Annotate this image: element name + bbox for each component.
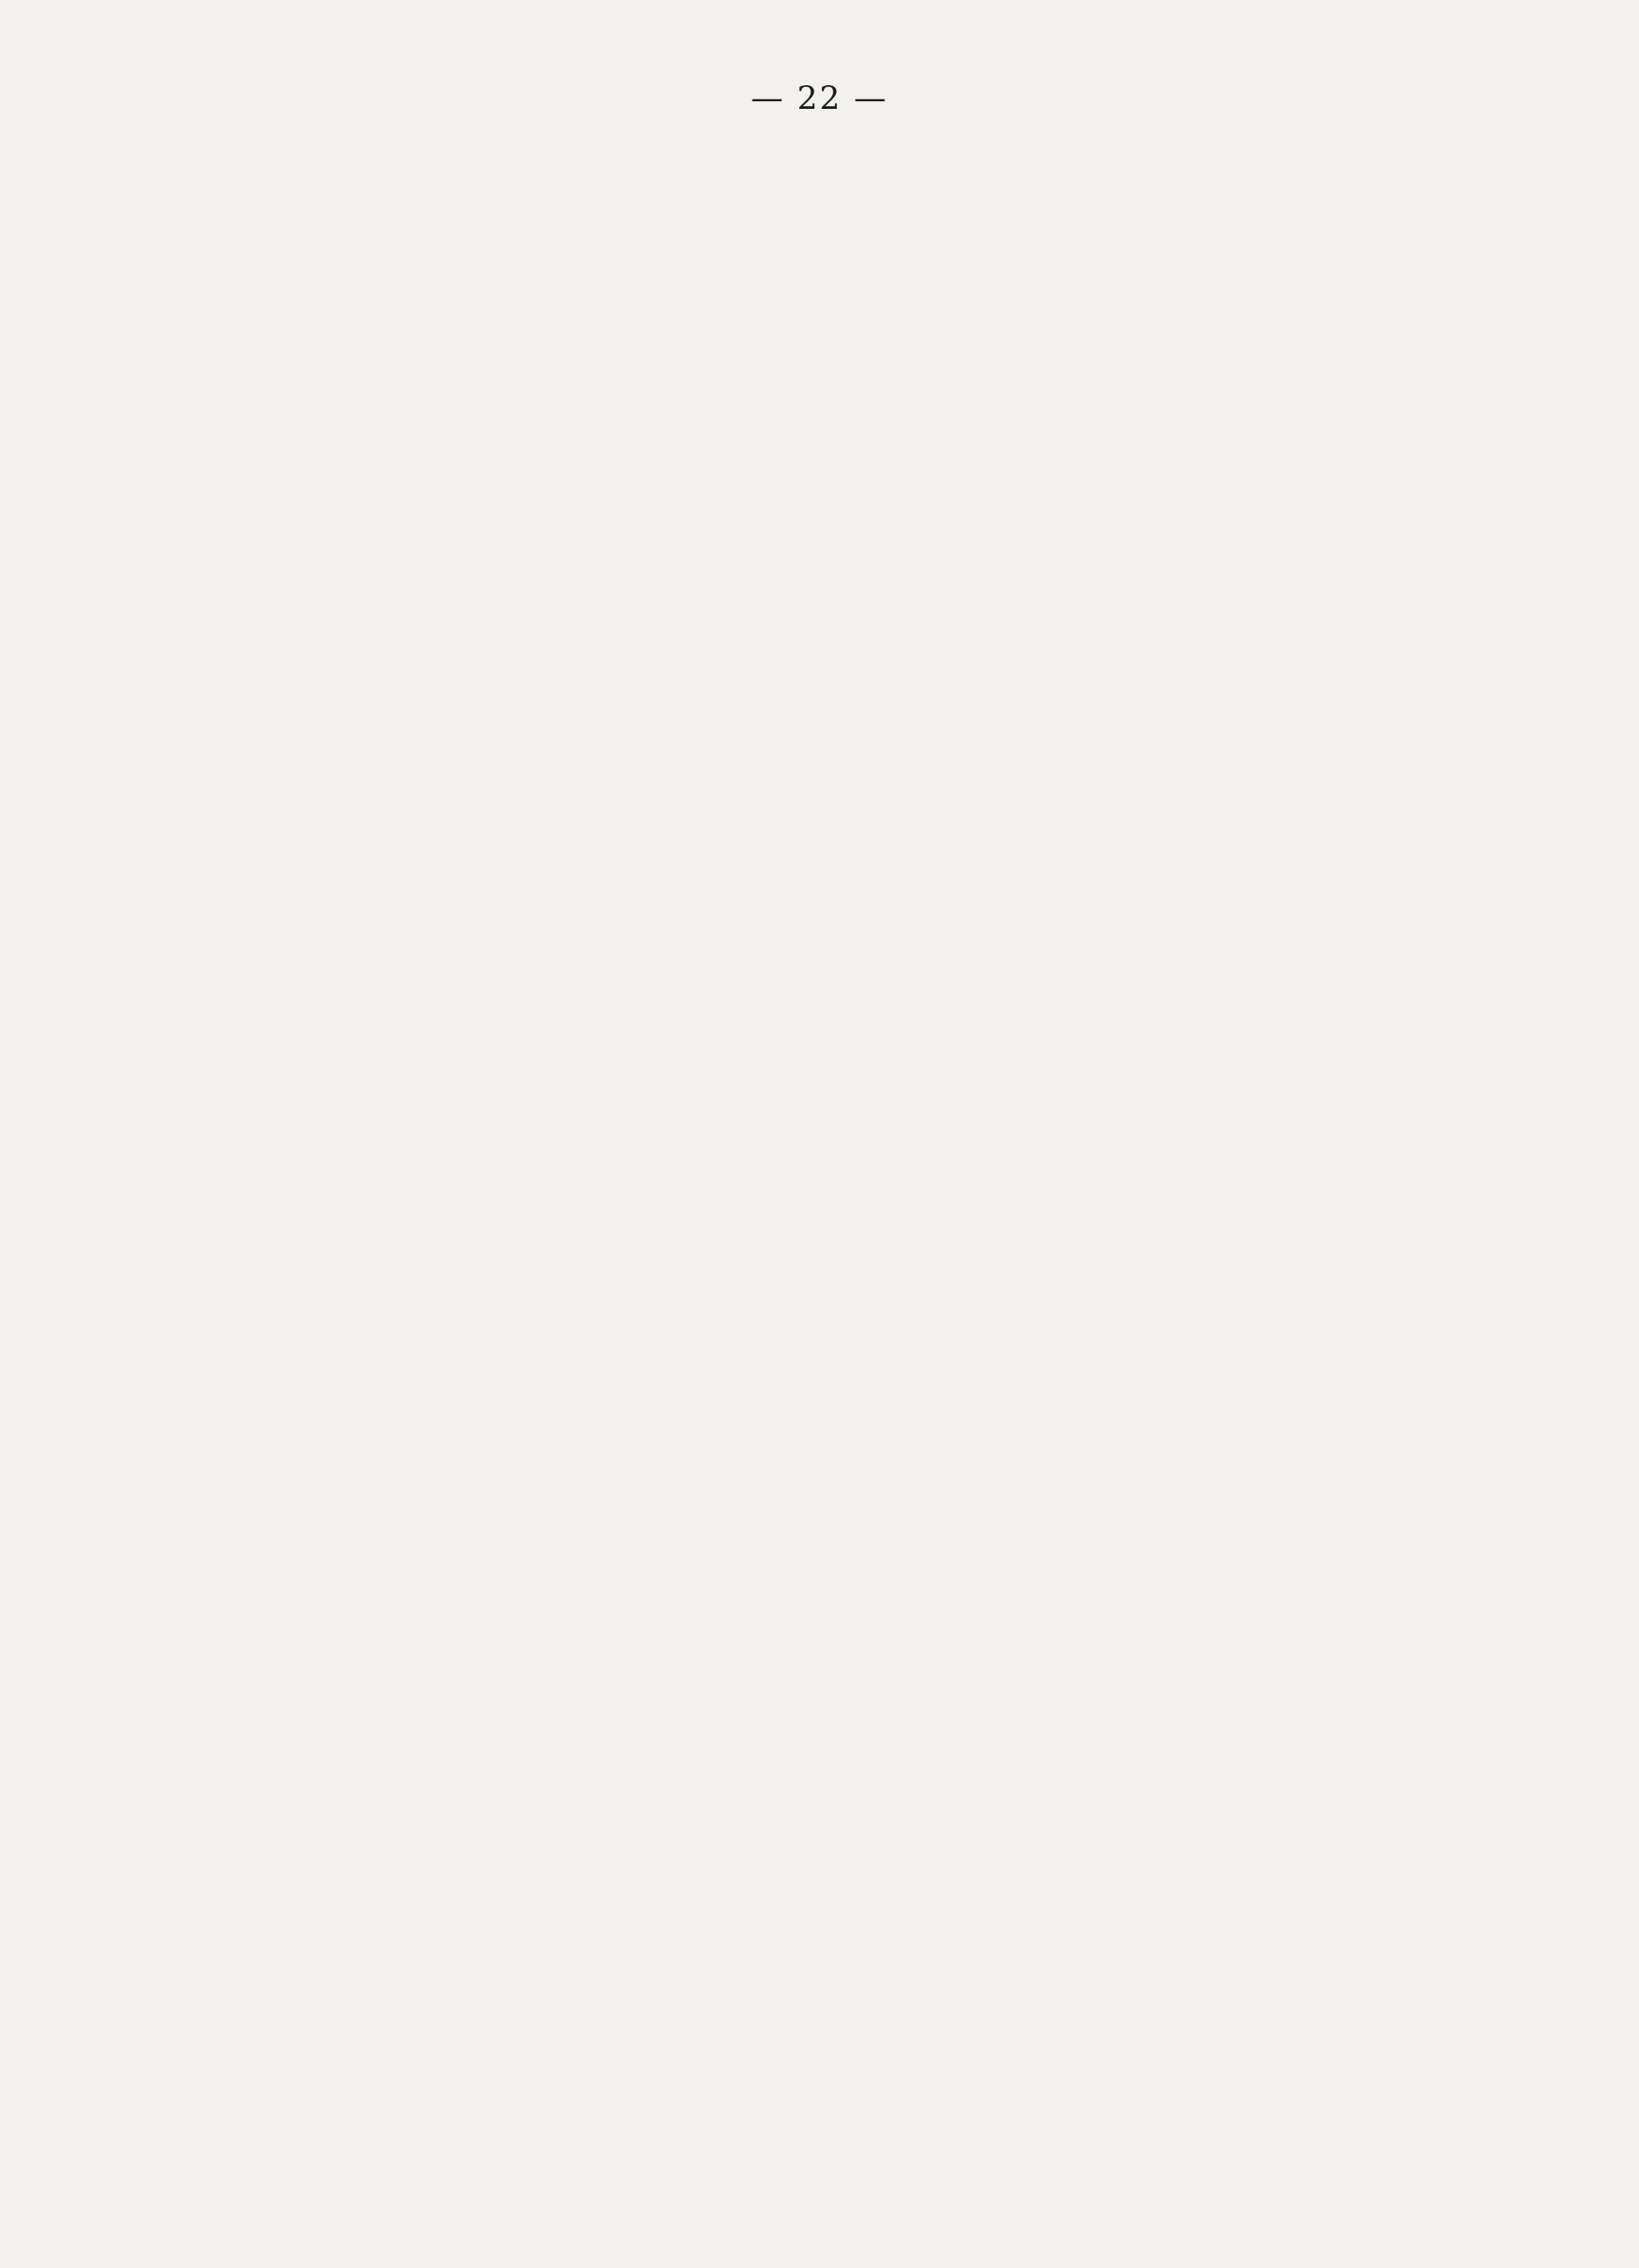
page-number: — 22 — — [751, 80, 888, 117]
